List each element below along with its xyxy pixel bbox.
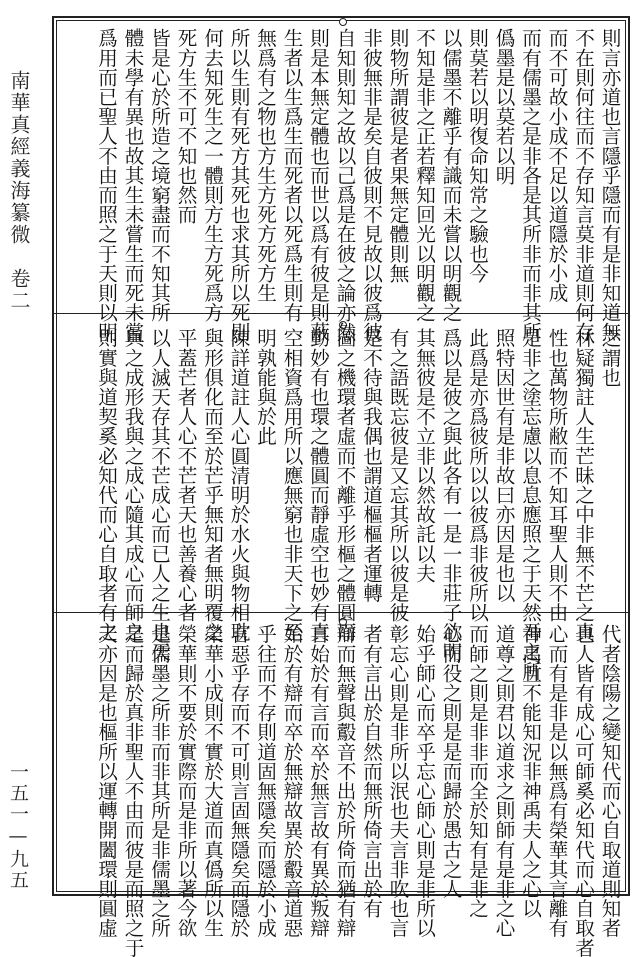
text-column-top-6: 則莫若以明復命知常之驗也今: [465, 28, 489, 283]
text-column-top-12: 則是本無定體也而世以爲有彼是則蔽: [306, 28, 330, 342]
text-column-middle-17: 平蓋芒者人心不芒者天也善養心者: [174, 328, 197, 622]
text-column-bottom-18: 是儒墨之所非而非其所是非儒墨之所: [147, 624, 171, 938]
text-column-top-13: 生者以生爲生而死者以死爲生則有: [280, 28, 303, 322]
text-column-bottom-20: 天亦因是也樞所以運轉開闔環則圓虛: [94, 624, 118, 938]
text-column-top-18: 皆是心於所造之境窮盡而不知其所: [147, 28, 171, 322]
page-frame: [52, 16, 630, 957]
text-column-middle-3: 性也萬物所敝而不知耳聖人則不由: [545, 328, 568, 622]
text-section-middle: [54, 328, 628, 681]
text-column-bottom-1: 代者陰陽之變知代而心自取道則知者: [598, 624, 621, 938]
text-column-middle-11: 圖之機環者虛而不離乎形樞之體圓而: [333, 328, 356, 642]
text-column-middle-12: 動妙有也環之體圓而靜虛空也妙有真: [306, 328, 330, 642]
text-column-bottom-3: 心而有是非是以無爲有榮華其言離有: [545, 624, 568, 938]
text-column-bottom-7: 心而役之則是是而歸於愚古之人: [439, 624, 462, 899]
text-column-bottom-17: 榮華則不要於實際而是非所以著今欲: [174, 624, 197, 938]
text-column-bottom-13: 始於有辯而卒於無辯故異於鷇音道惡: [280, 624, 303, 938]
text-column-bottom-5: 道尊之則君以道求之則師有是非之心: [492, 624, 515, 938]
text-column-top-15: 所以生則有死方其死也求其所以死則: [227, 28, 250, 342]
text-column-top-19: 體未學有異也故其生未嘗生而死未嘗: [121, 28, 144, 342]
text-column-bottom-6: 而師之則是非非而全於知有是非之: [465, 624, 489, 918]
text-column-top-9: 則物所謂彼是者果無定體則無: [386, 28, 409, 283]
text-column-middle-19: 與之成形我與之成心隨其成心而師之: [121, 328, 144, 642]
text-column-top-17: 死方生不可不知也然而: [174, 28, 197, 224]
punch-circle-1: [339, 18, 347, 26]
text-column-middle-10: 是不待與我偶也謂道樞樞者運轉: [359, 328, 383, 603]
text-column-bottom-2: 也人皆有成心可師奚必知代而心自取者: [571, 624, 595, 957]
text-column-top-10: 非彼無非是矣自彼則不見故以彼爲彼: [359, 28, 383, 342]
text-column-top-3: 而不可故小成不足以道隱於小成: [545, 28, 568, 303]
text-column-top-4: 而有儒墨之是非各是其所非而非其所: [518, 28, 542, 342]
text-column-middle-14: 明孰能與於此: [253, 328, 277, 446]
text-column-top-14: 無爲有之物也方生方死方死方生: [253, 28, 277, 303]
text-column-bottom-9: 彰忘心則是非所以泯也夫言非吹也言: [386, 624, 409, 938]
text-column-top-20: 爲用而已聖人不由而照之于天則以明: [94, 28, 118, 342]
text-section-top: [54, 28, 628, 342]
text-column-bottom-8: 始乎師心而卒乎忘心師心則是非所以: [412, 624, 436, 938]
text-column-top-7: 以儒墨不離乎有識而未嘗以明觀之: [439, 28, 462, 322]
text-column-middle-18: 以人滅天存其不芒成心而已人之生也天: [147, 328, 171, 662]
text-column-top-11: 自知則知之故以己爲是在彼之論亦然: [333, 28, 356, 342]
text-column-middle-15: 陳詳道註人心圓清明於水火與物相耽: [227, 328, 250, 642]
text-column-top-5: 僞墨是以莫若以明: [492, 28, 515, 185]
margin-book-title: 南華真經義海纂微 卷二: [7, 70, 31, 312]
text-column-middle-5: 照特因世有是非故曰亦因是也以: [492, 328, 515, 603]
text-column-bottom-12: 言始於有言而卒於無言故有異於叛辯: [306, 624, 330, 938]
text-column-bottom-11: 辯而無聲與鷇音不出於所倚而猶有辯: [333, 624, 356, 938]
text-column-top-2: 不在則何往而不存知言莫非道則何存: [571, 28, 595, 342]
text-column-middle-8: 其無彼是不立非以然故託以夫: [412, 328, 436, 583]
text-column-top-8: 不知是非之正若釋知回光以明觀之: [412, 28, 436, 322]
text-column-bottom-19: 是而歸於真非聖人不由而彼是而照之于: [121, 624, 144, 957]
text-column-bottom-15: 言惡乎存而不可則言固無隱矣而隱於: [227, 624, 250, 938]
text-column-top-16: 何去知死生之一體則方生方死爲方: [200, 28, 224, 322]
text-column-bottom-10: 者有言出於自然而無所倚言出於有: [359, 624, 383, 918]
text-column-middle-13: 空相資爲用所以應無窮也非天下之至: [280, 328, 303, 642]
text-column-bottom-14: 乎往而不存則道固無隱矣而隱於小成: [253, 624, 277, 938]
margin-page-number: 一五一—九五: [7, 762, 29, 891]
text-column-bottom-16: 榮華小成則不實於大道而真僞所以生: [200, 624, 224, 938]
text-column-middle-2: 林疑獨註人生芒昧之中非無不芒之真: [571, 328, 595, 642]
text-column-middle-20: 則實與道契奚必知代而心自取者有之: [94, 328, 118, 642]
text-column-middle-1: 之謂也: [598, 328, 621, 387]
text-column-middle-9: 有之語既忘彼是又忘其所以彼是彼: [386, 328, 409, 622]
text-column-middle-6: 此爲是亦爲彼所以以彼爲非彼所以: [465, 328, 489, 622]
text-column-bottom-4: 神禹且不能知況非神禹夫人之心以: [518, 624, 542, 918]
text-column-top-1: 則言亦道也言隱乎隱而有是非知道無: [598, 28, 621, 342]
text-column-middle-4: 是非之塗忘慮以息息應照之于天然吾之所: [518, 328, 542, 681]
text-section-bottom: [54, 624, 628, 957]
text-column-middle-7: 爲以是彼之與此各有一是一非莊子欲明: [439, 328, 462, 662]
text-column-middle-16: 與形俱化而至於芒乎無知者無明覆之: [200, 328, 224, 642]
